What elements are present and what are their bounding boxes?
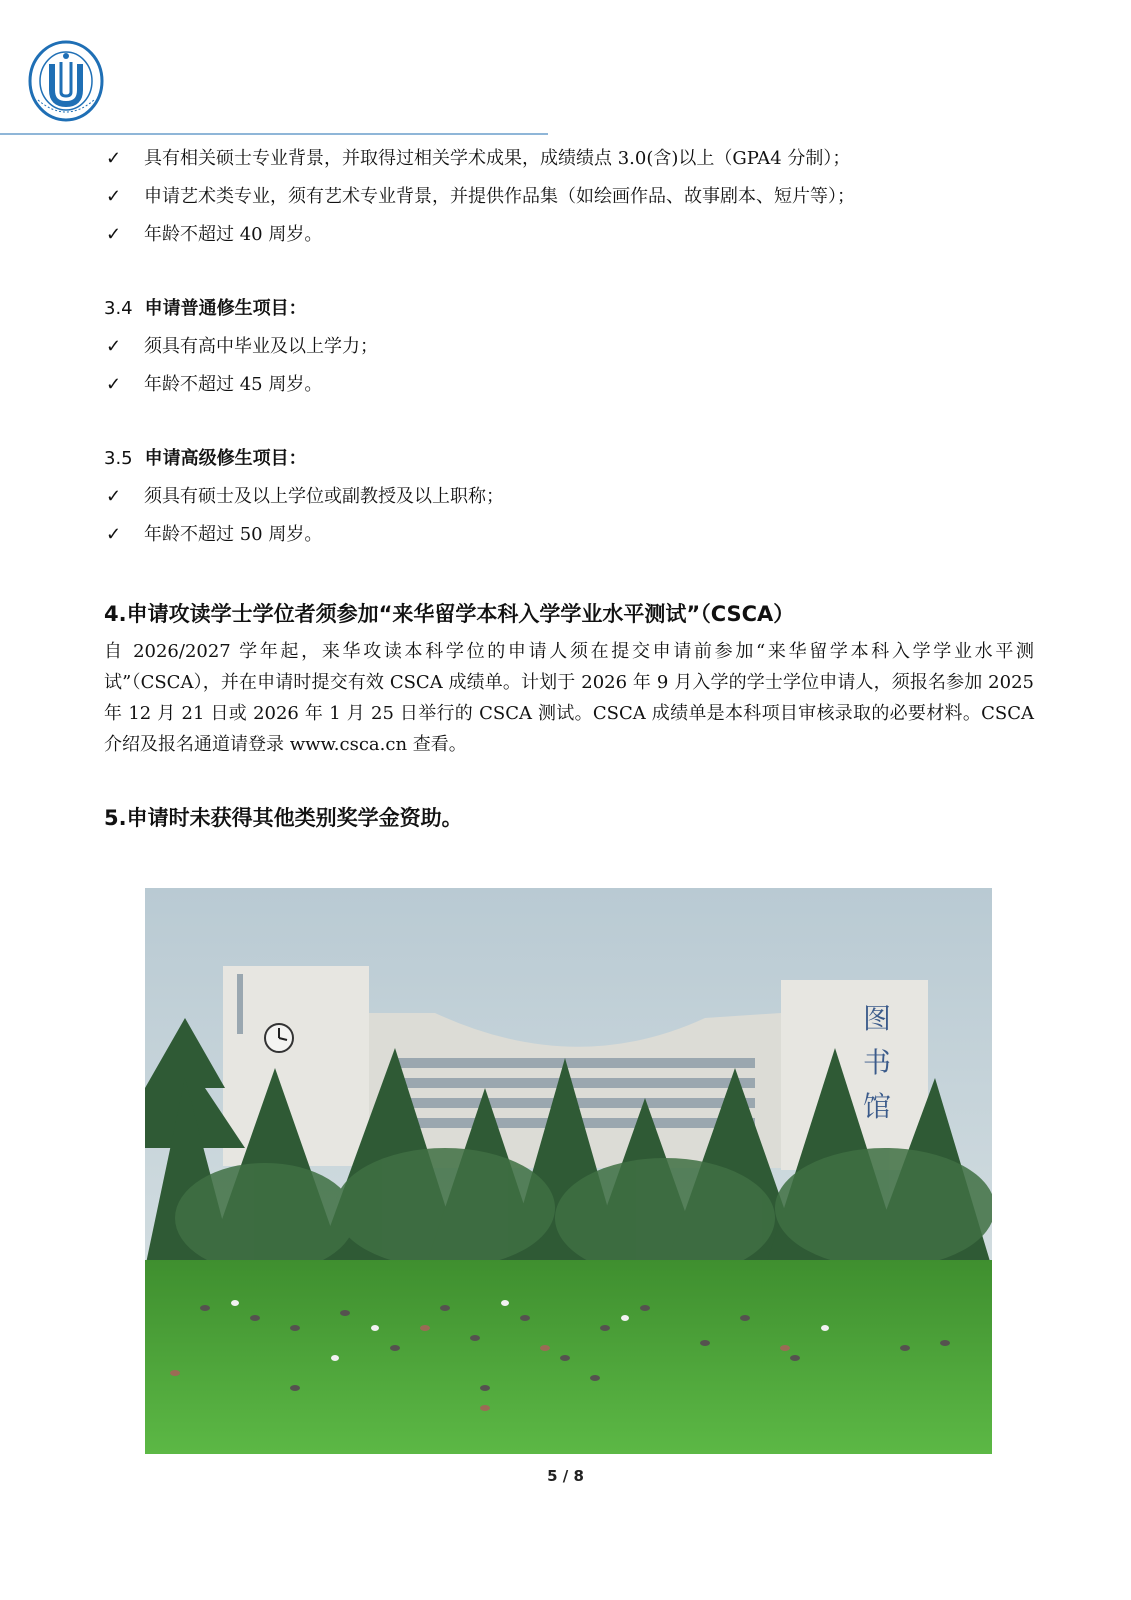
checkmark-icon: ✓ (106, 186, 122, 207)
checkmark-icon: ✓ (106, 486, 122, 507)
section-3-4-heading (104, 290, 1034, 328)
list-item (104, 216, 1034, 254)
list-item (104, 178, 1034, 216)
list-item (104, 328, 1034, 366)
list-item-text: 须具有硕士及以上学位或副教授及以上职称； (144, 486, 504, 507)
document-body (104, 140, 1034, 838)
library-sign (863, 1002, 891, 1123)
list-item-text: 年龄不超过 40 周岁。 (144, 224, 323, 245)
list-item-text: 须具有高中毕业及以上学力； (144, 336, 378, 357)
checkmark-icon: ✓ (106, 148, 122, 169)
section-title: 申请高级修生项目： (144, 448, 307, 469)
page-number: 5 / 8 (547, 1467, 584, 1485)
section-number: 3.5 (104, 448, 133, 469)
university-logo-icon (28, 40, 104, 122)
list-item (104, 140, 1034, 178)
list-item (104, 478, 1034, 516)
list-item-text: 具有相关硕士专业背景，并取得过相关学术成果，成绩绩点 3.0(含)以上（GPA4 分制）； (144, 148, 851, 169)
checkmark-icon: ✓ (106, 374, 122, 395)
library-sign-char: 图书馆 (863, 1002, 892, 1123)
list-item-text: 年龄不超过 45 周岁。 (144, 374, 323, 395)
checkmark-icon: ✓ (106, 224, 122, 245)
checkmark-icon: ✓ (106, 336, 122, 357)
section-5-heading: 5.申请时未获得其他类别奖学金资助。 (104, 806, 463, 830)
list-item-text: 年龄不超过 50 周岁。 (144, 524, 323, 545)
checkmark-icon: ✓ (106, 524, 122, 545)
section-4-heading: 4.申请攻读学士学位者须参加“来华留学本科入学学业水平测试”（CSCA） (104, 602, 795, 626)
list-item-text: 申请艺术类专业，须有艺术专业背景，并提供作品集（如绘画作品、故事剧本、短片等）； (144, 186, 855, 207)
header-rule (0, 133, 548, 135)
campus-library-photo (145, 888, 992, 1454)
list-item (104, 516, 1034, 554)
section-4-paragraph: 自 2026/2027 学年起，来华攻读本科学位的申请人须在提交申请前参加“来华留学本科入学学业水平测试”（CSCA），并在申请时提交有效 CSCA 成绩单。计划于 2026 年 9 月入学的学士学位申请人，须报名参加 2025 年 12 月 21 日或 2026 年 1 月 25 日举行的 CSCA 测试。CSCA 成绩单是本科项目审核录取的必要材料。CSCA 介绍及报名通道请登录 www.csca.cn 查看。 (104, 641, 1034, 755)
list-item (104, 366, 1034, 404)
section-number: 3.4 (104, 298, 133, 319)
library-photo-drawing (145, 888, 992, 1454)
section-3-5-heading (104, 440, 1034, 478)
section-title: 申请普通修生项目： (144, 298, 307, 319)
page-header (0, 0, 1131, 140)
